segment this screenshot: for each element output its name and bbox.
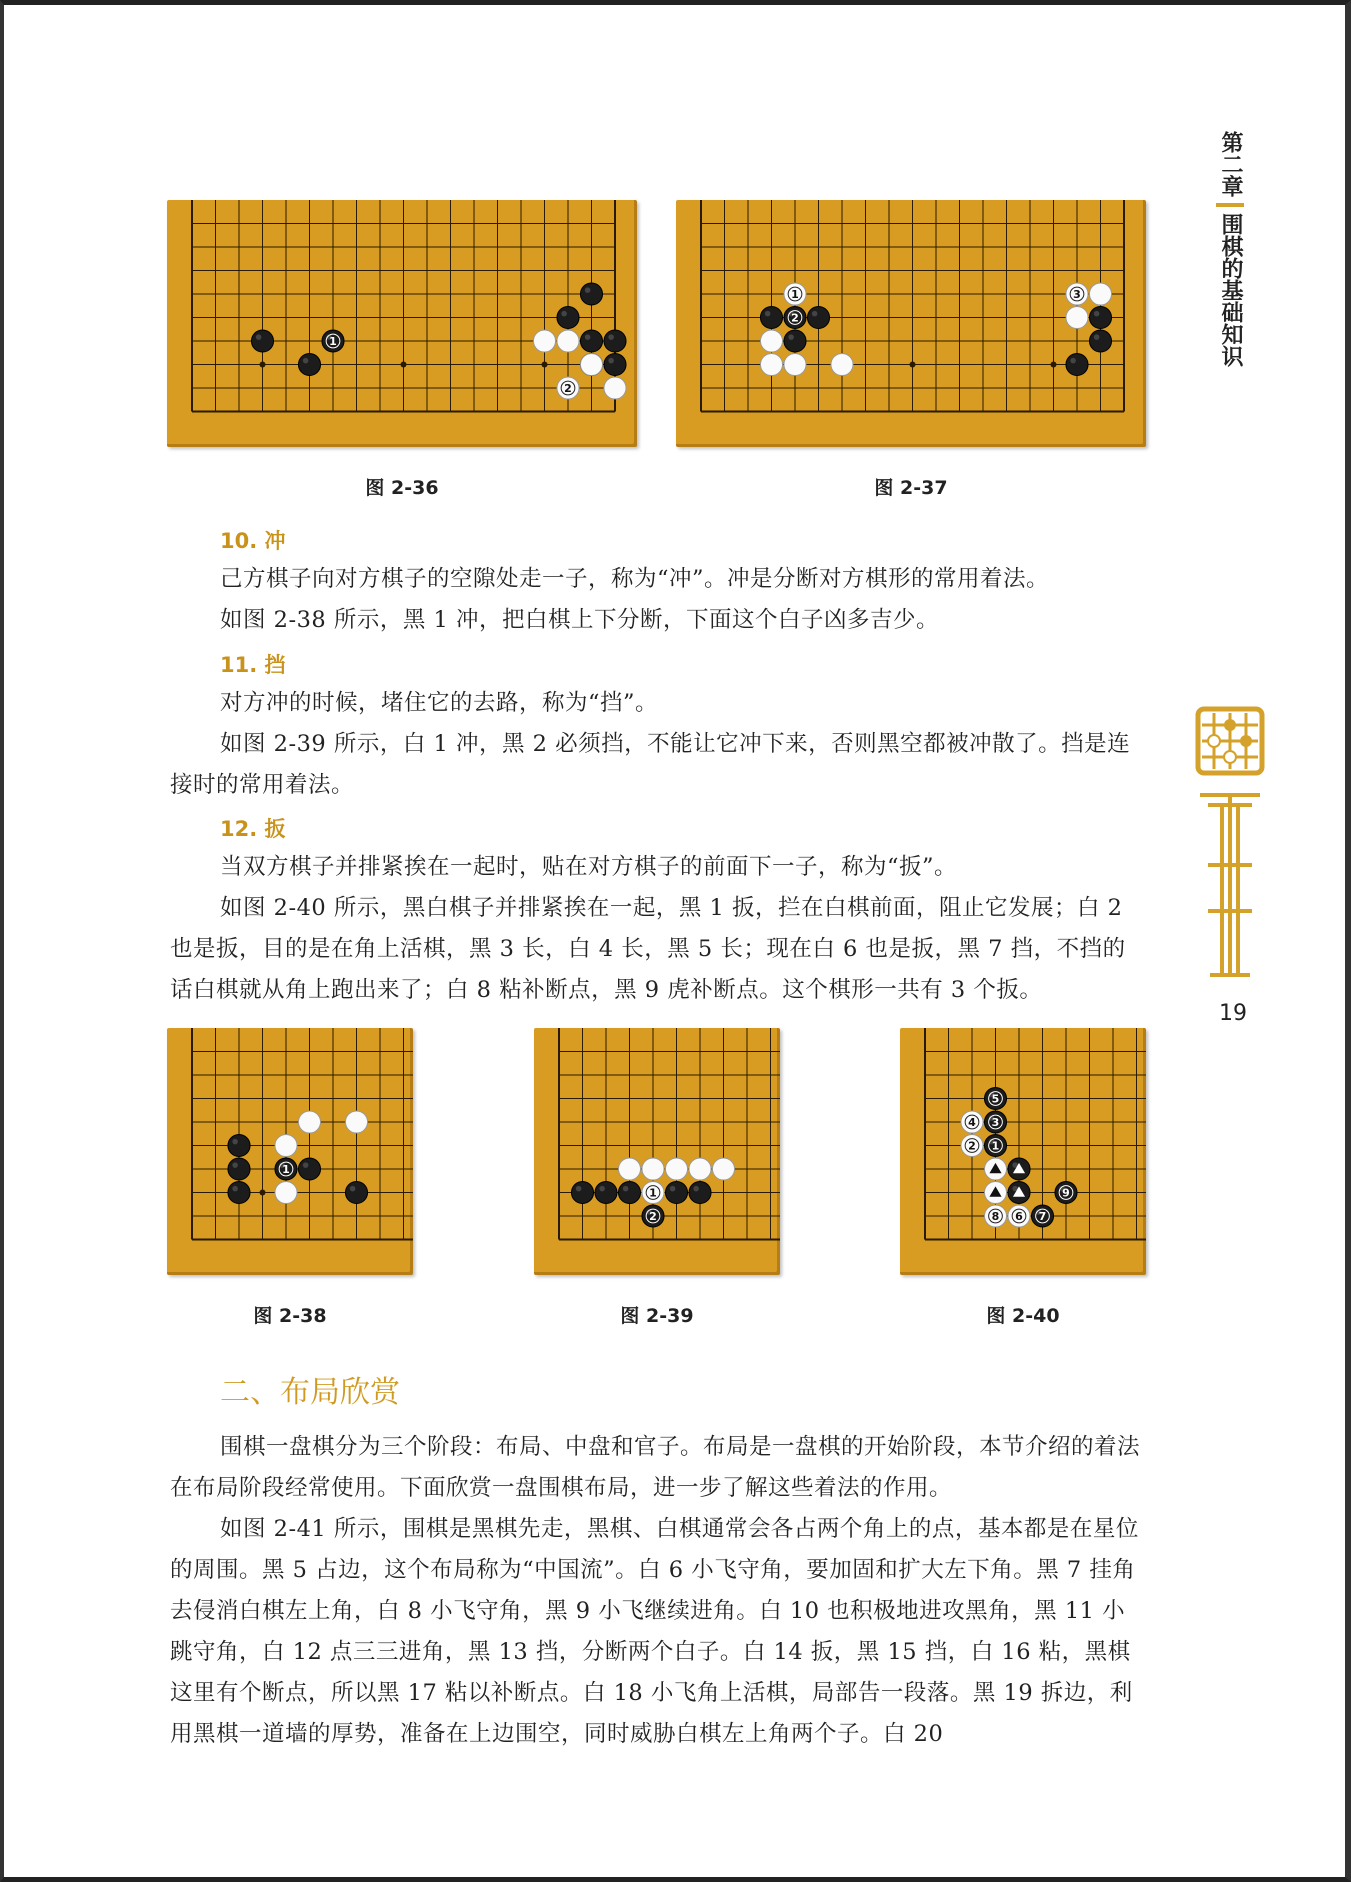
white-stone — [760, 353, 782, 375]
black-stone — [604, 353, 626, 375]
go-board-svg — [900, 1028, 1146, 1275]
stone-move-number: 1 — [791, 288, 799, 302]
black-stone — [984, 1087, 1006, 1109]
board-grid — [192, 1028, 413, 1240]
star-point — [260, 1190, 266, 1196]
black-stone — [689, 1181, 711, 1203]
go-ornament-icon — [1194, 705, 1266, 995]
white-stone — [665, 1158, 687, 1180]
paragraph-dang-example: 如图 2-39 所示，白 1 冲，黑 2 必须挡，不能让它冲下来，否则黑空都被冲散了。挡是连接时的常用着法。 — [170, 731, 1131, 798]
black-stone — [345, 1181, 367, 1203]
chapter-side-title — [1210, 131, 1250, 367]
black-stone — [298, 1158, 320, 1180]
black-stone — [228, 1158, 250, 1180]
star-point — [542, 362, 548, 368]
black-stone — [298, 353, 320, 375]
figure-caption-2-39: 图 2-39 — [620, 1305, 694, 1327]
white-stone — [618, 1158, 640, 1180]
stone-move-number: 6 — [1015, 1210, 1023, 1224]
paragraph-chong-example: 如图 2-38 所示，黑 1 冲，把白棋上下分断，下面这个白子凶多吉少。 — [220, 607, 939, 633]
go-board-svg — [167, 1028, 413, 1275]
white-stone — [1008, 1205, 1030, 1227]
black-stone — [228, 1181, 250, 1203]
black-stone — [580, 330, 602, 352]
chapter-title: 围棋的基础知识 — [1218, 213, 1243, 367]
white-stone — [604, 377, 626, 399]
stone-move-number: 7 — [1038, 1210, 1047, 1224]
paragraph-dang-definition: 对方冲的时候，堵住它的去路，称为“挡”。 — [220, 690, 659, 716]
star-point — [1051, 362, 1057, 368]
paragraph-ban-example: 如图 2-40 所示，黑白棋子并排紧挨在一起，黑 1 扳，拦在白棋前面，阻止它发展；白 2 也是扳，目的是在角上活棋，黑 3 长，白 4 长，黑 5 长；现在白 6 也是扳，黑 7 挡，不挡的话白棋就从角上跑出来了；白 8 粘补断点，黑 9 虎补断点。这个棋形一共有 3 个扳。 — [170, 895, 1126, 1003]
heading-ban: 12. 扳 — [220, 817, 286, 841]
paragraph-buju-example: 如图 2-41 所示，围棋是黑棋先走，黑棋、白棋通常会各占两个角上的点，基本都是在星位的周围。黑 5 占边，这个布局称为“中国流”。白 6 小飞守角，要加固和扩大左下角。黑 7 挂角去侵消白棋左上角，白 8 小飞守角，黑 9 小飞继续进角。白 10 也积极地进攻黑角，黑 11 小跳守角，白 12 点三三进角，黑 13 挡，分断两个白子。白 14 扳，黑 15 挡，白 16 粘，黑棋这里有个断点，所以黑 17 粘以补断点。白 18 小飞角上活棋，局部告一段落。黑 19 拆边，利用黑棋一道墙的厚势，准备在上边围空，同时威胁白棋左上角两个子。白 20 — [170, 1516, 1139, 1747]
page-number: 19 — [1219, 1001, 1247, 1026]
black-stone — [784, 306, 806, 328]
stone-move-number: 3 — [991, 1116, 1000, 1130]
go-board-svg — [167, 200, 637, 447]
white-stone — [1066, 306, 1088, 328]
stone-move-number: 5 — [991, 1092, 1000, 1106]
white-stone — [557, 330, 579, 352]
star-point — [260, 362, 266, 368]
title-divider — [1216, 203, 1244, 207]
black-stone — [228, 1134, 250, 1156]
black-stone — [642, 1205, 664, 1227]
stone-move-number: 1 — [649, 1186, 657, 1200]
paragraph-chong-definition: 己方棋子向对方棋子的空隙处走一子，称为“冲”。冲是分断对方棋形的常用着法。 — [220, 566, 1050, 592]
white-stone — [345, 1111, 367, 1133]
stone-move-number: 2 — [564, 382, 572, 396]
black-stone — [571, 1181, 593, 1203]
black-stone — [1055, 1181, 1077, 1203]
black-stone — [1008, 1158, 1030, 1180]
white-stone — [533, 330, 555, 352]
white-stone — [298, 1111, 320, 1133]
go-board-svg — [534, 1028, 780, 1275]
board-grid — [559, 1028, 780, 1240]
white-stone — [1066, 283, 1088, 305]
black-stone — [1066, 353, 1088, 375]
black-stone — [275, 1158, 297, 1180]
stone-move-number: 1 — [991, 1139, 1000, 1153]
white-stone — [557, 377, 579, 399]
figure-caption-2-40: 图 2-40 — [986, 1305, 1060, 1327]
star-point — [401, 362, 407, 368]
black-stone — [322, 330, 344, 352]
go-diagram-2-37 — [676, 200, 1146, 447]
go-diagram-2-39 — [534, 1028, 780, 1275]
go-diagram-2-36 — [167, 200, 637, 447]
go-diagram-2-40 — [900, 1028, 1146, 1275]
stone-move-number: 8 — [991, 1210, 1000, 1224]
white-stone — [1089, 283, 1111, 305]
go-diagram-2-38 — [167, 1028, 413, 1275]
black-stone — [1031, 1205, 1053, 1227]
figure-caption-2-37: 图 2-37 — [874, 477, 948, 499]
chapter-number: 第二章 — [1218, 131, 1243, 197]
figure-caption-2-38: 图 2-38 — [253, 1305, 327, 1327]
black-stone — [557, 306, 579, 328]
black-stone — [760, 306, 782, 328]
white-stone — [642, 1181, 664, 1203]
white-stone — [961, 1111, 983, 1133]
black-stone — [984, 1134, 1006, 1156]
paragraph-ban-definition: 当双方棋子并排紧挨在一起时，贴在对方棋子的前面下一子，称为“扳”。 — [220, 854, 958, 880]
star-point — [910, 362, 916, 368]
stone-move-number: 3 — [1073, 288, 1081, 302]
section-title-buju: 二、布局欣赏 — [220, 1375, 400, 1410]
white-stone — [712, 1158, 734, 1180]
stone-move-number: 2 — [791, 311, 799, 325]
stone-move-number: 1 — [329, 335, 337, 349]
white-stone — [689, 1158, 711, 1180]
paragraph-buju-intro: 围棋一盘棋分为三个阶段：布局、中盘和官子。布局是一盘棋的开始阶段，本节介绍的着法在布局阶段经常使用。下面欣赏一盘围棋布局，进一步了解这些着法的作用。 — [170, 1434, 1141, 1501]
black-stone — [604, 330, 626, 352]
stone-move-number: 4 — [968, 1116, 976, 1130]
black-stone — [984, 1111, 1006, 1133]
black-stone — [251, 330, 273, 352]
black-stone — [665, 1181, 687, 1203]
white-stone — [760, 330, 782, 352]
stone-move-number: 2 — [968, 1139, 976, 1153]
black-stone — [784, 330, 806, 352]
white-stone — [580, 353, 602, 375]
white-stone — [275, 1134, 297, 1156]
white-stone — [984, 1205, 1006, 1227]
white-stone — [961, 1134, 983, 1156]
black-stone — [618, 1181, 640, 1203]
stone-move-number: 1 — [282, 1163, 290, 1177]
black-stone — [595, 1181, 617, 1203]
black-stone — [580, 283, 602, 305]
heading-dang: 11. 挡 — [220, 653, 286, 677]
stone-move-number: 2 — [649, 1210, 657, 1224]
black-stone — [1089, 306, 1111, 328]
stone-move-number: 9 — [1062, 1186, 1070, 1200]
board-grid — [192, 200, 615, 412]
white-stone — [275, 1181, 297, 1203]
go-board-svg — [676, 200, 1146, 447]
black-stone — [1008, 1181, 1030, 1203]
white-stone — [642, 1158, 664, 1180]
black-stone — [1089, 330, 1111, 352]
white-stone — [784, 283, 806, 305]
white-stone — [984, 1181, 1006, 1203]
white-stone — [831, 353, 853, 375]
figure-caption-2-36: 图 2-36 — [365, 477, 439, 499]
heading-chong: 10. 冲 — [220, 529, 286, 553]
board-grid — [701, 200, 1124, 412]
white-stone — [784, 353, 806, 375]
black-stone — [807, 306, 829, 328]
white-stone — [984, 1158, 1006, 1180]
